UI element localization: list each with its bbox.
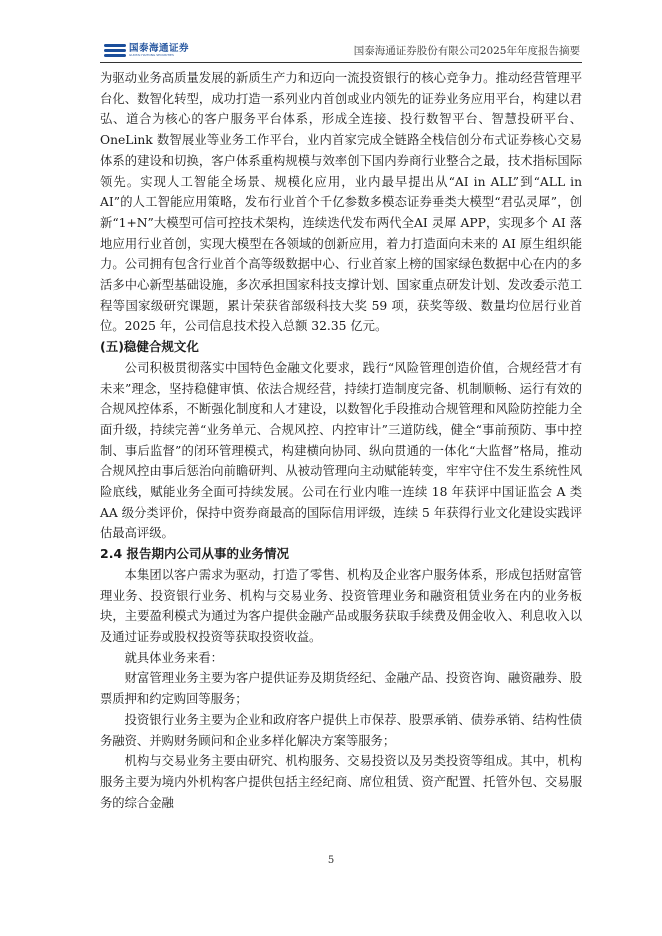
- section-heading: 2.4 报告期内公司从事的业务情况: [100, 546, 289, 562]
- page-body: [100, 68, 582, 813]
- body-paragraph: 公司积极贯彻落实中国特色金融文化要求，践行“风险管理创造价值，合规经营才有未来”理念，坚持稳健审慎、依法合规经营，持续打造制度完备、机制顺畅、运行有效的合规风控体系，不断强化制度和人才建设，以数智化手段推动合规管理和风险防控能力全面升级，持续完善“业务单元、合规风控、内控审计”三道防线，健全“事前预防、事中控制、事后监督”的闭环管理模式，构建横向协同、纵向贯通的一体化“大监督”格局，推动合规风控由事后惩治向前瞻研判、从被动管理向主动赋能转变，牢牢守住不发生系统性风险底线，赋能业务全面可持续发展。公司在行业内唯一连续 18 年获评中国证监会 A 类 AA 级分类评价，保持中资券商最高的国际信用评级，连续 5 年获得行业文化建设实践评估最高评级。: [100, 360, 582, 541]
- page-number: 5: [327, 855, 335, 866]
- header-title: 国泰海通证券股份有限公司2025年年度报告摘要: [353, 45, 580, 57]
- company-logo: [104, 42, 189, 58]
- logo-subtext: GUOTAI HAITONG SECURITIES: [129, 52, 174, 57]
- body-paragraph: 就具体业务来看：: [124, 650, 223, 665]
- logo-mark-icon: [104, 43, 126, 57]
- page-header: [100, 40, 582, 63]
- body-paragraph: 投资银行业务主要为企业和政府客户提供上市保荐、股票承销、债券承销、结构性债务融资、并购财务顾问和企业多样化解决方案等服务；: [100, 712, 582, 748]
- body-paragraph: 财富管理业务主要为客户提供证券及期货经纪、金融产品、投资咨询、融资融券、股票质押和约定购回等服务；: [100, 671, 582, 707]
- logo-text: 国泰海通证券: [129, 42, 190, 54]
- body-paragraph: 本集团以客户需求为驱动，打造了零售、机构及企业客户服务体系，形成包括财富管理业务、投资银行业务、机构与交易业务、投资管理业务和融资租赁业务在内的业务板块，主要盈利模式为通过为客户提供金融产品或服务获取手续费及佣金收入、利息收入以及通过证券或股权投资等获取投资收益。: [100, 567, 582, 644]
- body-paragraph: 为驱动业务高质量发展的新质生产力和迈向一流投资银行的核心竞争力。推动经营管理平台化、数智化转型，成功打造一系列业内首创或业内领先的证券业务应用平台，构建以君弘、道合为核心的客户服务平台体系，形成全连接、投行数智平台、智慧投研平台、OneLink 数智展业等业务工作平台，业内首家完成全链路全栈信创分布式证券核心交易体系的建设和切换，客户体系重构规模与效率创下国内券商行业整合之最，技术指标国际领先。实现人工智能全场景、规模化应用，业内最早提出从“AI in ALL”到“ALL in AI”的人工智能应用策略，发布行业首个千亿参数多模态证券垂类大模型“君弘灵犀”，创新“1+N”大模型可信可控技术架构，连续迭代发布两代全AI 灵犀 APP，实现多个 AI 落地应用行业首创，实现大模型在各领域的创新应用，着力打造面向未来的 AI 原生组织能力。公司拥有包含行业首个高等级数据中心、行业首家上榜的国家绿色数据中心在内的多活多中心新型基础设施，多次承担国家科技支撑计划、国家重点研发计划、发改委示范工程等国家级研究课题，累计荣获省部级科技大奖 59 项，获奖等级、数量均位居行业首位。2025 年，公司信息技术投入总额 32.35 亿元。: [100, 71, 582, 334]
- section-heading: (五)稳健合规文化: [100, 339, 199, 355]
- body-paragraph: 机构与交易业务主要由研究、机构服务、交易投资以及另类投资等组成。其中，机构服务主要为境内外机构客户提供包括主经纪商、席位租赁、资产配置、托管外包、交易服务的综合金融: [100, 754, 582, 810]
